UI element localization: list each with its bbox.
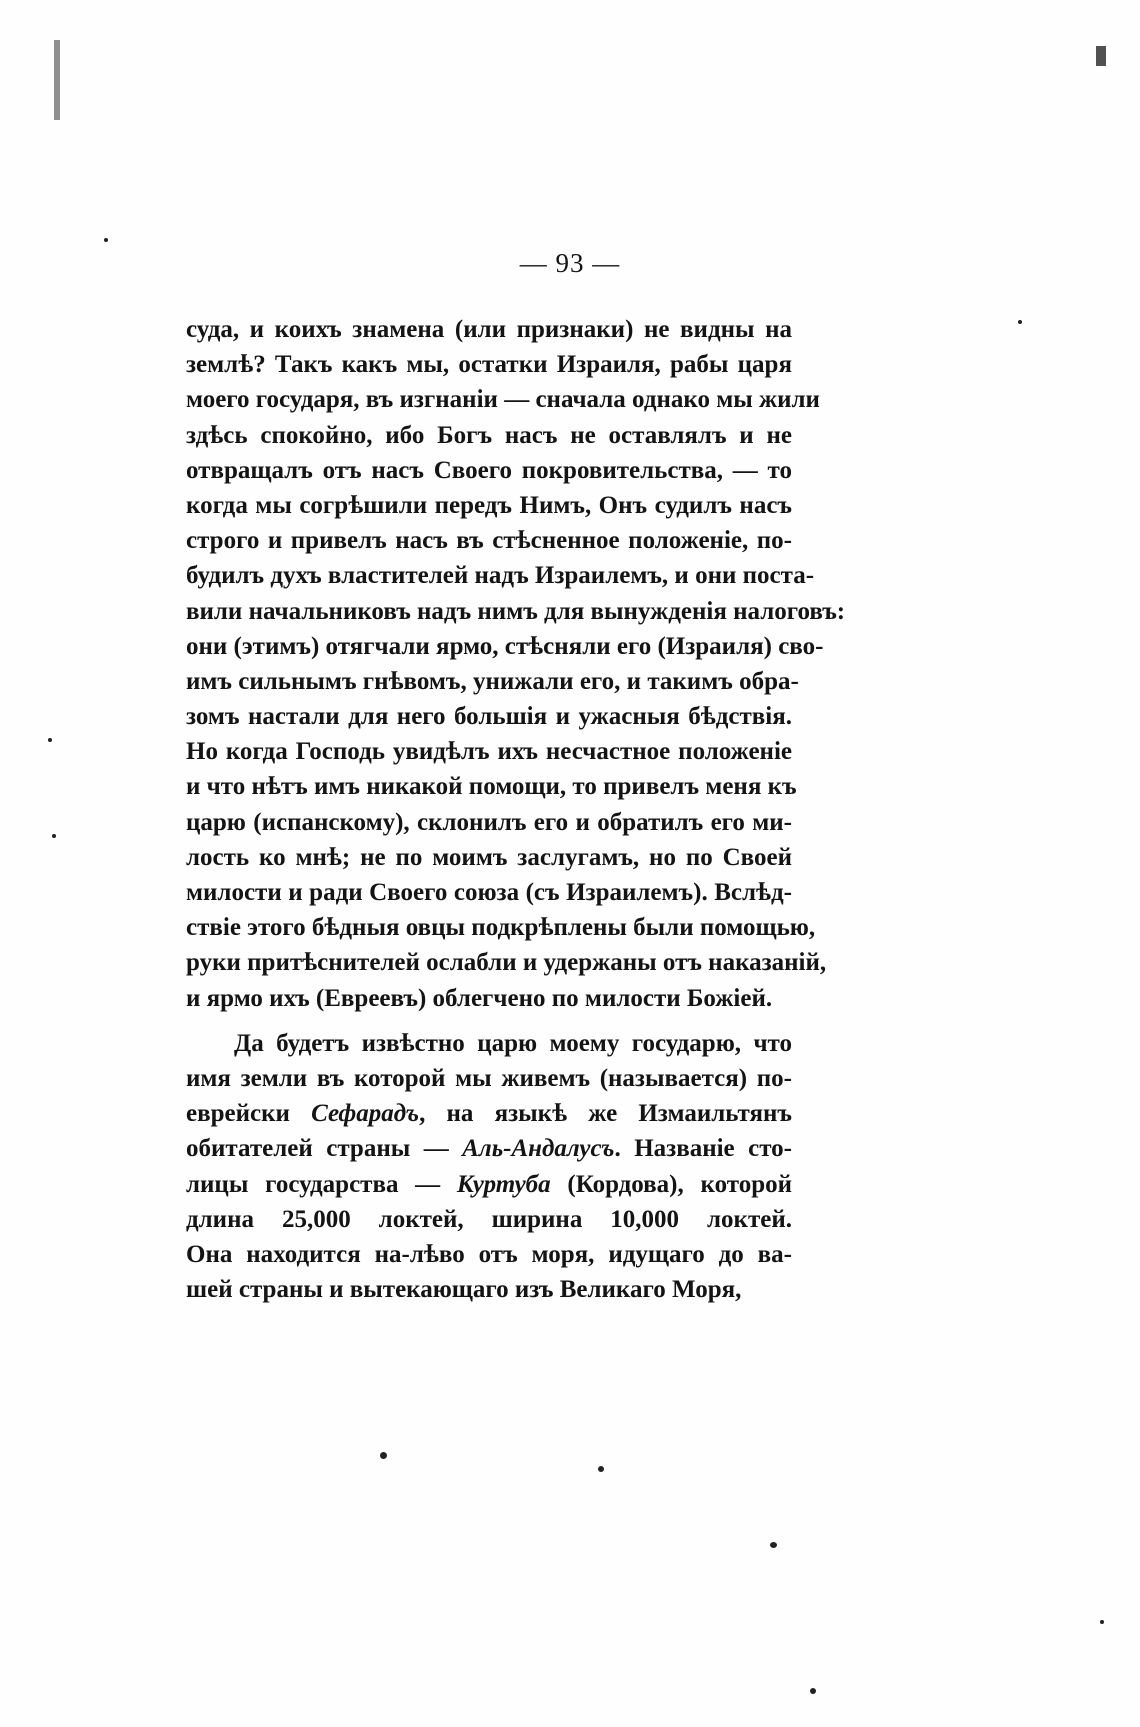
text-line: длина 25,000 локтей, ширина 10,000 локтей. — [186, 1205, 792, 1233]
scan-edge-mark — [54, 40, 60, 120]
text-line: руки притѣснителей ослабли и удержаны отъ наказаній, — [186, 949, 827, 977]
text-line: шей страны и вытекающаго изъ Великаго Моря, — [186, 1276, 742, 1304]
text-line: землѣ? Такъ какъ мы, остатки Израиля, рабы царя — [186, 351, 792, 379]
text-line: имъ сильнымъ гнѣвомъ, унижали его, и такимъ обра- — [186, 667, 799, 695]
scan-speck — [104, 238, 108, 242]
scan-speck — [48, 738, 52, 742]
italic-term: Сефарадъ — [311, 1100, 420, 1128]
text-line: вили начальниковъ надъ нимъ для вынужденія налоговъ: — [186, 597, 846, 625]
text-line: Но когда Господь увидѣлъ ихъ несчастное положеніе — [186, 738, 792, 766]
text-line: Да будетъ извѣстно царю моему государю, что — [234, 1029, 792, 1057]
body-text — [186, 312, 846, 1307]
paragraph — [186, 312, 846, 1016]
text-line: будилъ духъ властителей надъ Израилемъ, и они поста- — [186, 562, 815, 590]
scan-edge-mark — [1096, 46, 1106, 66]
text-line: зомъ настали для него большія и ужасныя бѣдствія. — [186, 703, 792, 731]
text-line: моего государя, въ изгнаніи — сначала однако мы жили — [186, 386, 820, 414]
text-line: лицы государства — Куртуба (Кордова), которой — [186, 1170, 793, 1198]
text-line: они (этимъ) отягчали ярмо, стѣсняли его (Израиля) сво- — [186, 632, 824, 660]
page-number: — 93 — — [519, 248, 621, 278]
text-line: имя земли въ которой мы живемъ (называется) по- — [186, 1064, 792, 1092]
text-line: лость ко мнѣ; не по моимъ заслугамъ, но по Своей — [186, 843, 792, 871]
scan-speck — [1100, 1620, 1104, 1624]
text-line: когда мы согрѣшили передъ Нимъ, Онъ судилъ насъ — [186, 491, 792, 519]
text-line: обитателей страны — Аль-Андалусъ. Названіе сто- — [186, 1135, 792, 1163]
scan-speck — [1018, 320, 1022, 324]
scan-speck — [598, 1466, 604, 1472]
text-line: здѣсь спокойно, ибо Богъ насъ не оставлялъ и не — [186, 421, 792, 449]
italic-term: Куртуба — [456, 1170, 551, 1198]
text-line: царю (испанскому), склонилъ его и обратилъ его ми- — [186, 808, 792, 836]
text-line: милости и ради Своего союза (съ Израилемъ). Вслѣд- — [186, 879, 792, 906]
scan-speck — [770, 1542, 777, 1548]
text-line: Она находится на-лѣво отъ моря, идущаго до ва- — [186, 1240, 792, 1268]
italic-term: Аль-Андалусъ — [462, 1135, 615, 1163]
text-line: строго и привелъ насъ въ стѣсненное положеніе, по- — [186, 527, 792, 555]
scan-speck — [52, 834, 56, 838]
paragraph — [186, 1026, 792, 1308]
text-line: еврейски Сефарадъ, на языкѣ же Измаильтянъ — [186, 1100, 792, 1128]
text-line: отвращалъ отъ насъ Своего покровительства, — то — [186, 456, 792, 484]
scan-speck — [380, 1452, 387, 1459]
text-line: и что нѣтъ имъ никакой помощи, то привелъ меня къ — [186, 773, 797, 801]
text-line: суда, и коихъ знамена (или признаки) не видны на — [186, 316, 792, 343]
scan-speck — [810, 1688, 816, 1694]
text-line: и ярмо ихъ (Евреевъ) облегчено по милости Божіей. — [186, 984, 773, 1012]
text-line: ствіе этого бѣдныя овцы подкрѣплены были помощью, — [186, 914, 816, 942]
